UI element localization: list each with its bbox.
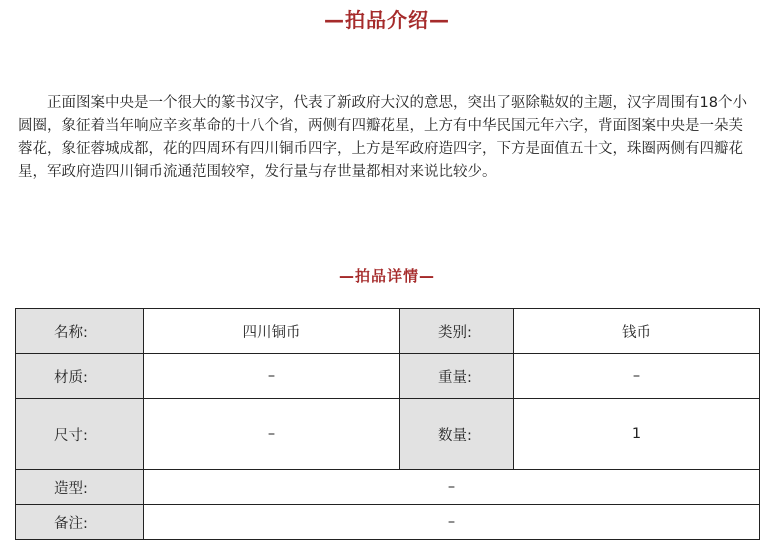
details-row-material bbox=[16, 354, 760, 399]
quantity-label: 数量: bbox=[400, 399, 514, 470]
name-value: 四川铜币 bbox=[144, 309, 400, 354]
size-value: – bbox=[144, 399, 400, 470]
shape-value: – bbox=[144, 470, 760, 505]
remark-label: 备注: bbox=[16, 505, 144, 540]
category-label: 类别: bbox=[400, 309, 514, 354]
size-label: 尺寸: bbox=[16, 399, 144, 470]
remark-value: – bbox=[144, 505, 760, 540]
weight-value: – bbox=[514, 354, 760, 399]
category-value: 钱币 bbox=[514, 309, 760, 354]
details-row-remark bbox=[16, 505, 760, 540]
shape-label: 造型: bbox=[16, 470, 144, 505]
details-row-size bbox=[16, 399, 760, 470]
weight-label: 重量: bbox=[400, 354, 514, 399]
material-value: – bbox=[144, 354, 400, 399]
details-row-shape bbox=[16, 470, 760, 505]
details-table bbox=[15, 308, 760, 540]
quantity-value: 1 bbox=[514, 399, 760, 470]
name-label: 名称: bbox=[16, 309, 144, 354]
intro-section-title: —拍品介绍— bbox=[324, 8, 450, 32]
material-label: 材质: bbox=[16, 354, 144, 399]
details-section-title: —拍品详情— bbox=[338, 267, 435, 285]
details-row-name bbox=[16, 309, 760, 354]
intro-description: 正面图案中央是一个很大的篆书汉字，代表了新政府大汉的意思，突出了驱除鞑奴的主题，汉字周围有18个小圆圈，象征着当年响应辛亥革命的十八个省，两侧有四瓣花星，上方有中华民国元年六字，背面图案中央是一朵芙蓉花，象征蓉城成都，花的四周环有四川铜币四字，上方是军政府造四字，下方是面值五十文，珠圈两侧有四瓣花星，军政府造四川铜币流通范围较窄，发行量与存世量都相对来说比较少。 bbox=[18, 95, 747, 180]
